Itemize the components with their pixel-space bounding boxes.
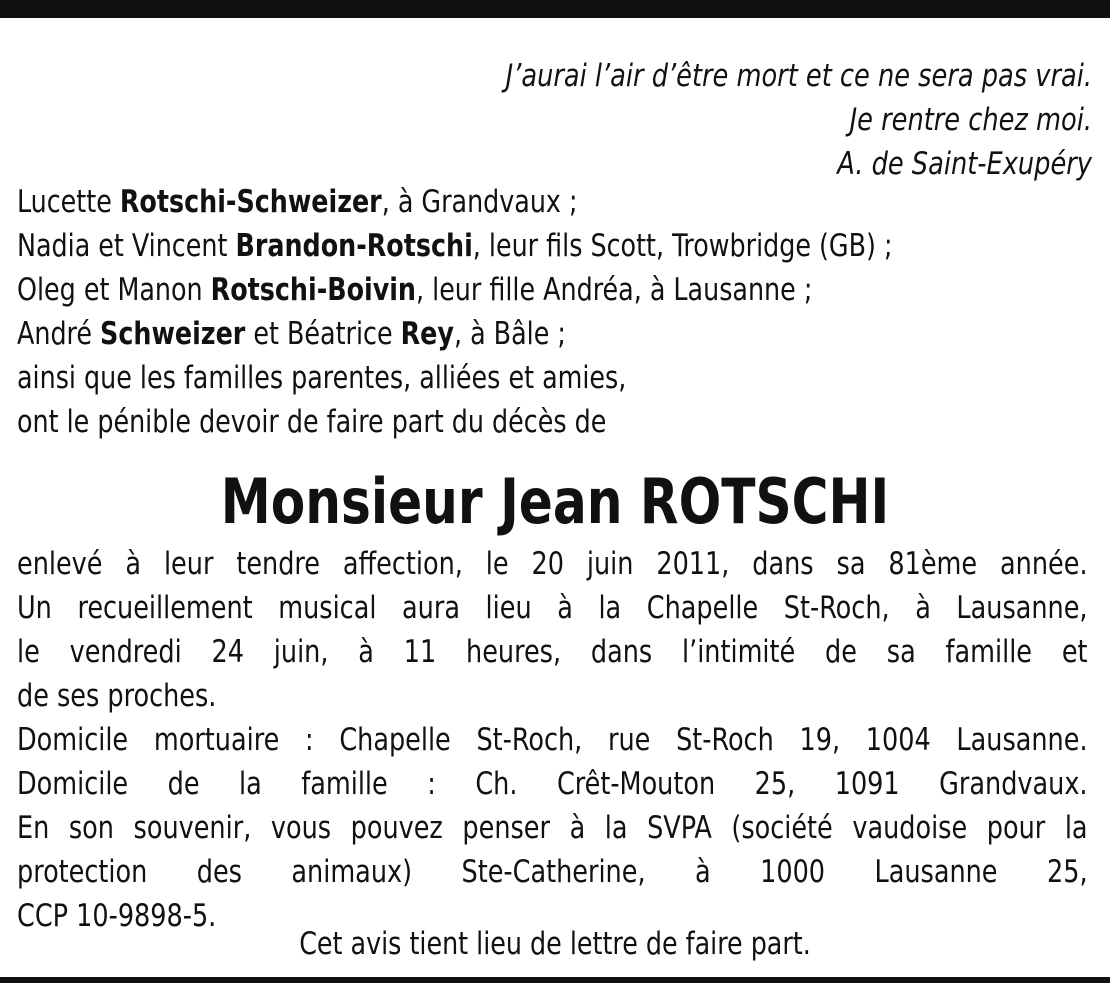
family-line-suffix: , leur fils Scott, Trowbridge (GB) ;: [472, 228, 893, 264]
footer-note: Cet avis tient lieu de lettre de faire part.: [299, 926, 811, 962]
top-border-rule: [0, 0, 1110, 18]
quote-line: J’aurai l’air d’être mort et ce ne sera pas vrai.: [505, 58, 1092, 94]
family-line-prefix: André: [17, 316, 101, 352]
family-line: [17, 268, 1054, 312]
family-line-prefix: Lucette: [17, 184, 120, 220]
family-line-prefix: Oleg et Manon: [17, 272, 211, 308]
family-line: [17, 312, 1054, 356]
family-line: [17, 400, 1054, 444]
family-line-suffix: , à Bâle ;: [453, 316, 566, 352]
details-line: Un recueillement musical aura lieu à la Chapelle St-Roch, à Lausanne,: [17, 590, 1088, 626]
family-surname: Rotschi-Boivin: [210, 272, 417, 308]
family-line: [17, 180, 1054, 224]
family-line-text: ont le pénible devoir de faire part du décès de: [17, 404, 607, 440]
family-line-middle: et Béatrice: [245, 316, 401, 352]
family-line-prefix: Nadia et Vincent: [17, 228, 236, 264]
family-line: [17, 224, 1054, 268]
family-line-text: ainsi que les familles parentes, alliées et amies,: [17, 360, 627, 396]
family-list: [17, 180, 1054, 444]
family-surname: Rotschi-Schweizer: [119, 184, 382, 220]
family-line: [17, 356, 1054, 400]
family-surname: Schweizer: [100, 316, 246, 352]
details-line: En son souvenir, vous pouvez penser à la SVPA (société vaudoise pour la: [17, 810, 1088, 846]
notice-details: [17, 542, 1088, 938]
bottom-border-rule: [0, 977, 1110, 983]
details-line: protection des animaux) Ste-Catherine, à 1000 Lausanne 25,: [17, 854, 1088, 890]
details-line: Domicile de la famille : Ch. Crêt-Mouton 25, 1091 Grandvaux.: [17, 766, 1088, 802]
details-line: CCP 10-9898-5.: [17, 898, 217, 934]
details-line: de ses proches.: [17, 678, 217, 714]
family-surname: Rey: [400, 316, 454, 352]
family-line-suffix: , à Grandvaux ;: [381, 184, 578, 220]
details-line: enlevé à leur tendre affection, le 20 juin 2011, dans sa 81ème année.: [17, 546, 1088, 582]
details-line: le vendredi 24 juin, à 11 heures, dans l’intimité de sa famille et: [17, 634, 1088, 670]
quote-line: Je rentre chez moi.: [849, 102, 1092, 138]
deceased-name: Monsieur Jean ROTSCHI: [220, 465, 890, 538]
family-surname: Brandon-Rotschi: [235, 228, 473, 264]
quote-author: A. de Saint-Exupéry: [837, 146, 1092, 182]
epigraph-quote: [264, 54, 1092, 186]
details-line: Domicile mortuaire : Chapelle St-Roch, rue St-Roch 19, 1004 Lausanne.: [17, 722, 1088, 758]
family-line-suffix: , leur fille Andréa, à Lausanne ;: [416, 272, 813, 308]
